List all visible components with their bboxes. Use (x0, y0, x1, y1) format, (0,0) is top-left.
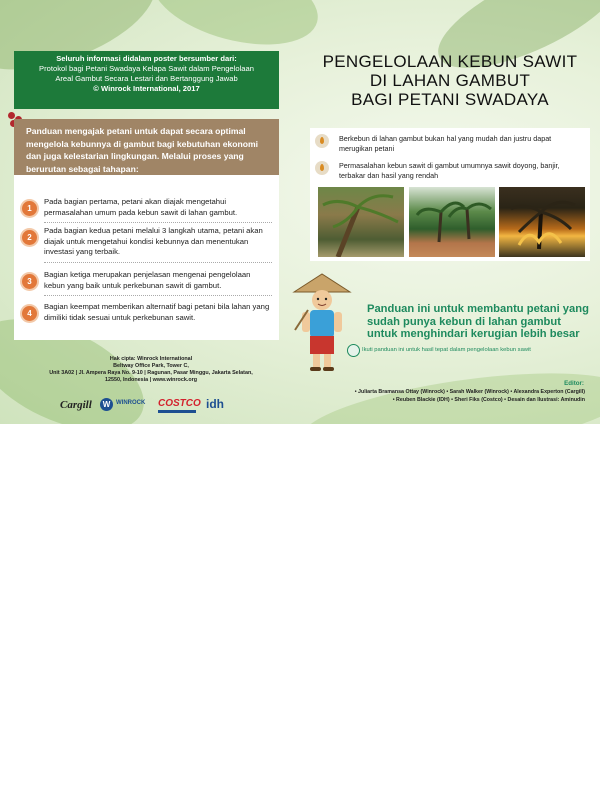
info-text: Permasalahan kebun sawit di gambut umumnya sawit doyong, banjir, terbakar dan hasil yang rendah (339, 161, 560, 180)
source-line: © Winrock International, 2017 (93, 84, 200, 93)
intro-box: Panduan mengajak petani untuk dapat secara optimal mengelola kebunnya di gambut bagi kebutuhan ekonomi dan juga kelestarian lingkungan. Melalui proses yang berurutan sebagai tahapan: (14, 119, 279, 175)
idh-logo: idh (206, 397, 224, 411)
costco-logo-bar (158, 410, 196, 413)
cargill-logo: Cargill (60, 399, 92, 411)
step-text: Bagian ketiga merupakan penjelasan mengenai pengelolaan kebun yang baik untuk perkebunan sawit di gambut. (44, 270, 251, 290)
editor-heading: Editor: (564, 380, 584, 387)
costco-logo (158, 398, 201, 409)
divider (44, 295, 272, 296)
title-line: BAGI PETANI SWADAYA (351, 90, 549, 109)
copyright-line: Hak cipta: Winrock International (109, 356, 193, 362)
costco-logo-text: COSTCO (158, 398, 201, 409)
source-line: Protokol bagi Petani Swadaya Kelapa Sawit dalam Pengelolaan (39, 64, 254, 73)
step-number-badge: 1 (22, 201, 37, 216)
burning-palm-illustration (499, 187, 585, 257)
partner-logos (60, 394, 260, 416)
palm-fruit-icon (8, 112, 15, 119)
flooded-plantation-photo (409, 187, 495, 257)
info-text: Berkebun di lahan gambut bukan hal yang mudah dan justru dapat merugikan petani (339, 134, 552, 153)
step-text: Pada bagian pertama, petani akan diajak mengetahui permasalahan umum pada kebun sawit di lahan gambut. (44, 197, 238, 217)
steps-box (14, 175, 279, 340)
title-line: PENGELOLAAN KEBUN SAWIT (322, 52, 578, 71)
flooded-palm-illustration (409, 187, 495, 257)
step-item (22, 270, 274, 306)
leaning-palm-illustration (318, 187, 404, 257)
step-number-badge: 4 (22, 306, 37, 321)
oil-drop-icon (315, 161, 329, 175)
editor-credits (320, 389, 585, 404)
divider (44, 262, 272, 263)
source-box (14, 51, 279, 109)
guide-subtext: Ikuti panduan ini untuk hasil tepat dalam pengelolaan kebun sawit (362, 347, 531, 353)
copyright-line: Beltway Office Park, Tower C, (113, 363, 189, 369)
guide-headline: Panduan ini untuk membantu petani yang sudah punya kebun di lahan gambut untuk menghindari kerugian lebih besar (367, 303, 589, 340)
burning-plantation-photo (499, 187, 585, 257)
oil-drop-icon (315, 134, 329, 148)
credit-line: • Reuben Blackie (IDH) • Sheri Fiks (Costco) • Desain dan Ilustrasi: Aminudin (392, 396, 585, 403)
copyright-block (46, 356, 256, 384)
copyright-line: Unit 3A02 | Jl. Ampera Raya No. 9-10 | Ragunan, Pasar Minggu, Jakarta Selatan, (49, 370, 253, 376)
winrock-logo-text: WINROCK (116, 400, 146, 406)
winrock-logo-mark: W (100, 398, 113, 411)
book-icon (347, 344, 360, 357)
step-number-badge: 2 (22, 230, 37, 245)
step-item (22, 226, 274, 262)
leaning-palm-photo (318, 187, 404, 257)
source-heading: Seluruh informasi didalam poster bersumber dari: (56, 54, 237, 63)
step-number-badge: 3 (22, 274, 37, 289)
poster-title (300, 52, 600, 109)
farmer-illustration (290, 270, 354, 375)
step-item (22, 302, 274, 338)
step-text: Pada bagian kedua petani melalui 3 langkah utama, petani akan diajak untuk mengetahui kondisi kebunnya dan menentukan investasi yang terbaik. (44, 226, 263, 256)
credit-line: • Juliarta Bramansa Ottay (Winrock) • Sarah Walker (Winrock) • Alexandra Experton (Cargill) (354, 389, 585, 395)
copyright-line: 12550, Indonesia | www.winrock.org (104, 377, 198, 383)
divider (44, 222, 272, 223)
title-line: DI LAHAN GAMBUT (369, 71, 531, 90)
source-line: Areal Gambut Secara Lestari dan Bertanggung Jawab (55, 74, 238, 83)
step-text: Bagian keempat memberikan alternatif bagi petani bila lahan yang dimiliki tidak sesuai untuk perkebunan sawit. (44, 302, 270, 322)
